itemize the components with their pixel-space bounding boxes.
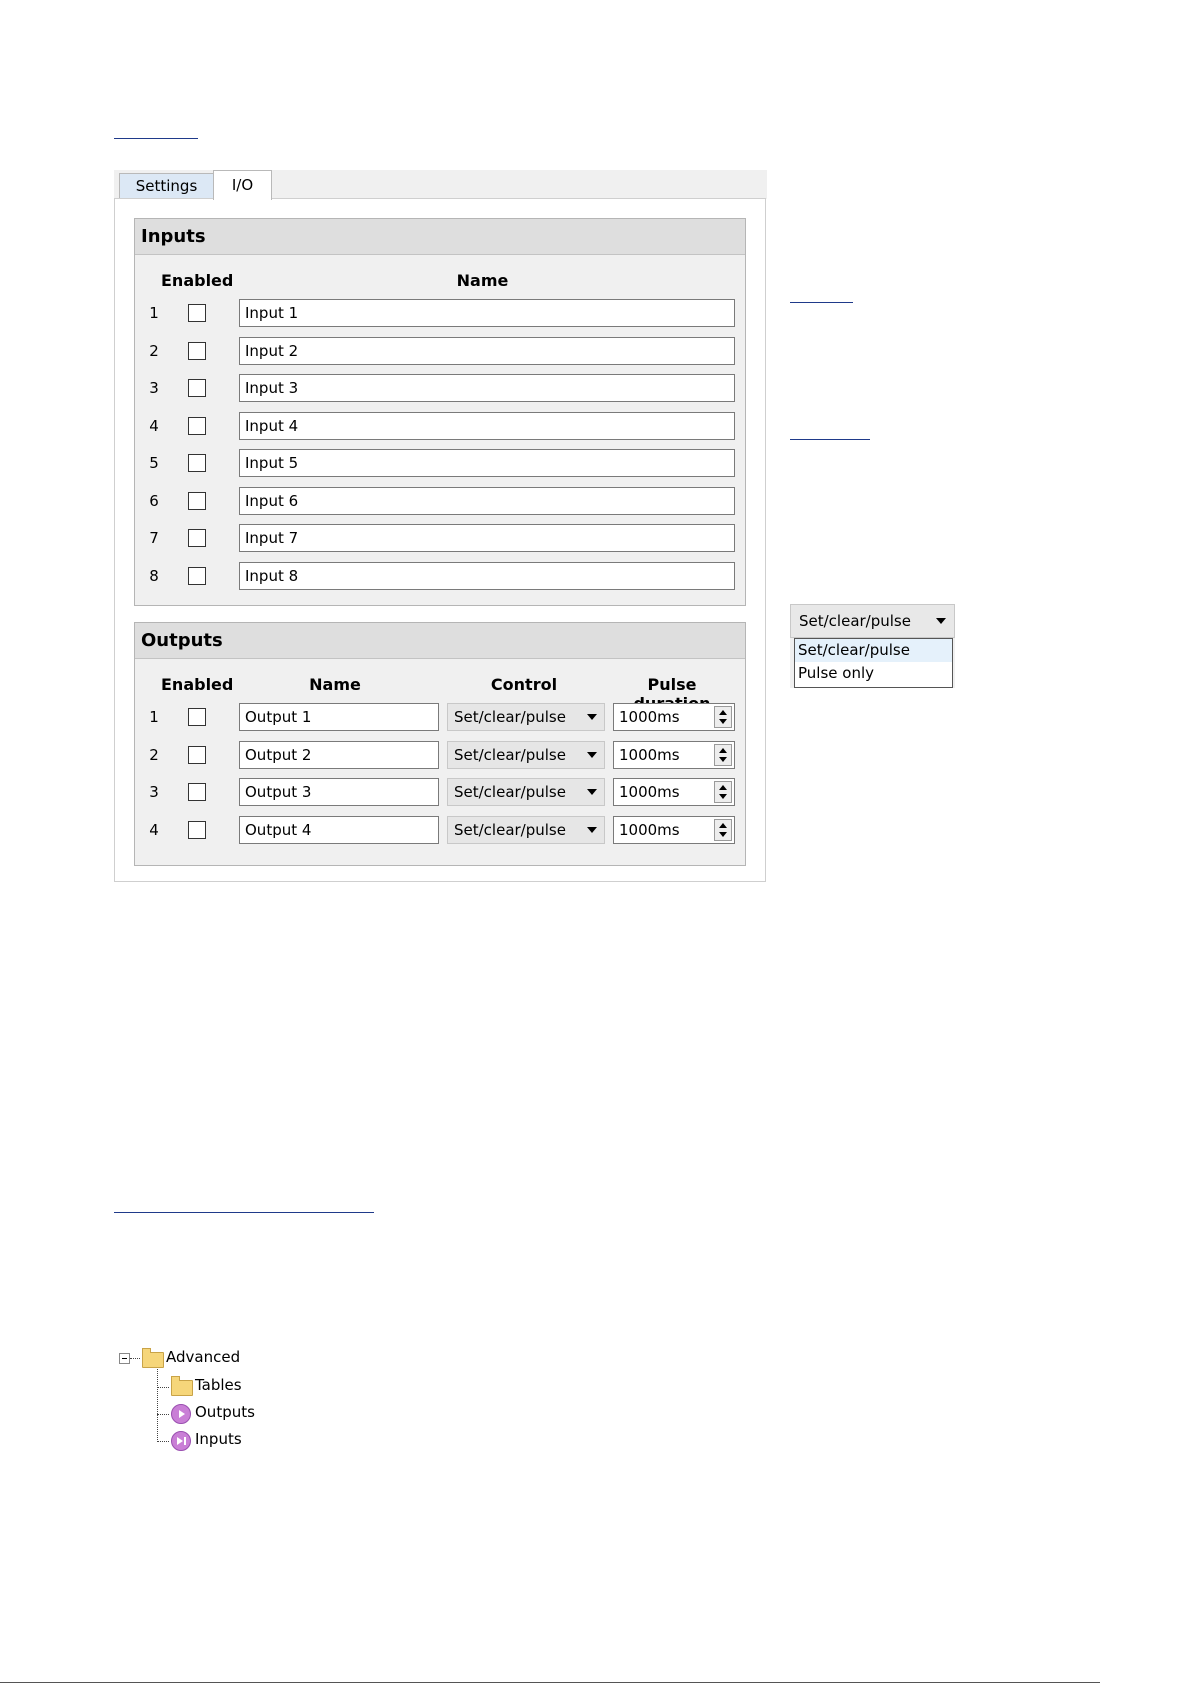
tree-connector	[157, 1387, 169, 1388]
spin-up-icon[interactable]	[719, 710, 727, 715]
inputs-group-title: Inputs	[135, 219, 745, 255]
heading-underline-outputs	[790, 439, 870, 440]
spin-buttons[interactable]	[714, 819, 732, 841]
tree-item-tables[interactable]: Tables	[195, 1376, 242, 1394]
input-row-number: 6	[149, 491, 159, 510]
chevron-down-icon	[587, 789, 597, 795]
input-row-number: 5	[149, 454, 159, 472]
tree-item-inputs[interactable]: Inputs	[195, 1430, 242, 1448]
dropdown-option-pulse-only[interactable]: Pulse only	[798, 664, 874, 682]
control-dropdown[interactable]	[790, 604, 955, 638]
outputs-control-header: Control	[490, 675, 558, 694]
input-name-field[interactable]: Input 3	[239, 374, 735, 402]
spin-down-icon[interactable]	[719, 832, 727, 837]
spin-up-icon[interactable]	[719, 748, 727, 753]
heading-underline-inputs	[790, 302, 853, 303]
input-name-field[interactable]: Input 6	[239, 487, 735, 515]
pulse-duration-value: 1000ms	[619, 708, 680, 726]
input-enabled-checkbox[interactable]	[188, 417, 206, 435]
control-dropdown-value: Set/clear/pulse	[799, 612, 911, 630]
output-name-field[interactable]: Output 4	[239, 816, 439, 844]
pulse-duration-spinbox[interactable]	[613, 778, 735, 806]
output-row-number: 4	[149, 820, 159, 839]
dropdown-option-set-clear-pulse[interactable]: Set/clear/pulse	[795, 639, 952, 662]
input-name-field[interactable]: Input 5	[239, 449, 735, 477]
output-control-value: Set/clear/pulse	[454, 820, 566, 839]
input-enabled-checkbox[interactable]	[188, 304, 206, 322]
input-name-field[interactable]: Input 7	[239, 524, 735, 552]
outputs-name-header: Name	[309, 675, 361, 694]
inputs-enabled-header: Enabled	[161, 271, 234, 290]
output-control-value: Set/clear/pulse	[454, 745, 566, 764]
chevron-down-icon	[936, 618, 946, 624]
output-row-number: 1	[149, 708, 159, 726]
chevron-down-icon	[587, 752, 597, 758]
output-enabled-checkbox[interactable]	[188, 746, 206, 764]
chevron-down-icon	[587, 827, 597, 833]
output-enabled-checkbox[interactable]	[188, 708, 206, 726]
spin-buttons[interactable]	[714, 706, 732, 728]
heading-underline-tree	[114, 1212, 374, 1213]
output-name-field[interactable]: Output 2	[239, 741, 439, 769]
tab-bar	[114, 170, 767, 199]
spin-up-icon[interactable]	[719, 785, 727, 790]
input-enabled-checkbox[interactable]	[188, 567, 206, 585]
input-play-icon	[171, 1431, 191, 1451]
outputs-group-title: Outputs	[135, 623, 745, 659]
output-control-select[interactable]	[447, 703, 605, 731]
output-play-icon	[171, 1404, 191, 1424]
output-control-select[interactable]	[447, 741, 605, 769]
input-row-number: 1	[149, 304, 159, 322]
pulse-duration-spinbox[interactable]	[613, 816, 735, 844]
output-control-select[interactable]	[447, 816, 605, 844]
spin-down-icon[interactable]	[719, 794, 727, 799]
folder-icon	[171, 1380, 193, 1396]
outputs-enabled-header: Enabled	[161, 675, 234, 694]
input-enabled-checkbox[interactable]	[188, 529, 206, 547]
page-bottom-rule	[0, 1682, 1100, 1683]
tree-connector	[130, 1358, 140, 1359]
input-row-number: 3	[149, 379, 159, 397]
tree-item-advanced[interactable]: Advanced	[166, 1348, 241, 1366]
output-enabled-checkbox[interactable]	[188, 821, 206, 839]
pulse-duration-value: 1000ms	[619, 820, 680, 839]
outputs-group	[134, 622, 746, 866]
spin-down-icon[interactable]	[719, 719, 727, 724]
pulse-duration-value: 1000ms	[619, 745, 680, 764]
input-enabled-checkbox[interactable]	[188, 492, 206, 510]
spin-up-icon[interactable]	[719, 823, 727, 828]
spin-buttons[interactable]	[714, 781, 732, 803]
tab-settings[interactable]: Settings	[119, 173, 214, 199]
input-name-field[interactable]: Input 1	[239, 299, 735, 327]
input-row-number: 8	[149, 566, 159, 585]
output-row-number: 2	[149, 745, 159, 764]
inputs-name-header: Name	[456, 271, 509, 290]
output-control-select[interactable]	[447, 778, 605, 806]
output-control-value: Set/clear/pulse	[454, 783, 566, 801]
input-row-number: 2	[149, 341, 159, 360]
output-control-value: Set/clear/pulse	[454, 708, 566, 726]
outputs-pulse-header: Pulse	[647, 675, 697, 694]
pulse-duration-spinbox[interactable]	[613, 703, 735, 731]
spin-buttons[interactable]	[714, 744, 732, 766]
chevron-down-icon	[587, 714, 597, 720]
output-enabled-checkbox[interactable]	[188, 783, 206, 801]
inputs-group	[134, 218, 746, 606]
output-name-field[interactable]: Output 3	[239, 778, 439, 806]
tree-connector	[157, 1369, 158, 1442]
output-name-field[interactable]: Output 1	[239, 703, 439, 731]
heading-underline-top	[114, 138, 198, 139]
control-dropdown-list	[794, 638, 953, 688]
pulse-duration-value: 1000ms	[619, 783, 680, 801]
tab-io[interactable]: I/O	[213, 170, 272, 200]
control-dropdown-example	[790, 604, 955, 688]
input-row-number: 4	[149, 416, 159, 435]
spin-down-icon[interactable]	[719, 757, 727, 762]
io-tab-panel	[114, 198, 766, 882]
output-row-number: 3	[149, 783, 159, 801]
input-row-number: 7	[149, 529, 159, 547]
input-enabled-checkbox[interactable]	[188, 342, 206, 360]
tree-item-outputs[interactable]: Outputs	[195, 1403, 255, 1421]
tree-connector	[157, 1414, 169, 1415]
pulse-duration-spinbox[interactable]	[613, 741, 735, 769]
tree-connector	[157, 1441, 169, 1442]
input-name-field[interactable]: Input 4	[239, 412, 735, 440]
input-name-field[interactable]: Input 2	[239, 337, 735, 365]
folder-icon	[142, 1352, 164, 1368]
input-name-field[interactable]: Input 8	[239, 562, 735, 590]
input-enabled-checkbox[interactable]	[188, 379, 206, 397]
input-enabled-checkbox[interactable]	[188, 454, 206, 472]
collapse-icon[interactable]	[119, 1353, 130, 1364]
